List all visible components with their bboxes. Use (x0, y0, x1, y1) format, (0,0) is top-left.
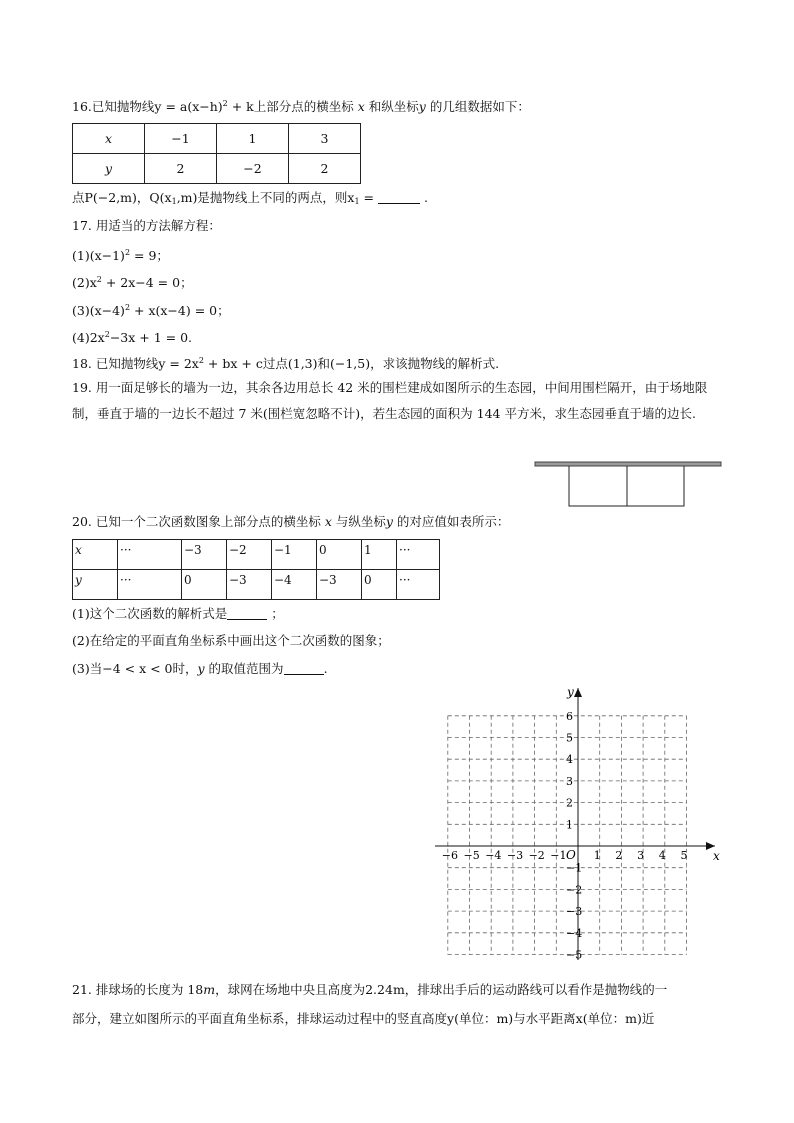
table-cell: 3 (289, 124, 361, 154)
answer-blank[interactable] (378, 191, 420, 204)
q17-item-1: $(1)(x-1)^2 = 9$； (72, 248, 169, 263)
y-tick-label: −5 (566, 948, 583, 962)
q21-line2: 部分，建立如图所示的平面直角坐标系，排球运动过程中的竖直高度y(单位：m)与水平距离x(单位：m)近 (72, 1011, 655, 1026)
y-tick-label: −3 (566, 905, 583, 919)
table-cell: ··· (118, 570, 182, 600)
q18-stem: 18. 已知抛物线$y = 2x^2$ + bx + c过点(1,3)和(−1,5)，求该抛物线的解析式. (72, 356, 500, 371)
q21-line1: 21. 排球场的长度为 18m，球网在场地中央且高度为2.24m，排球出手后的运动路线可以看作是抛物线的一 (72, 982, 668, 997)
table-cell: x (73, 540, 118, 570)
table-cell: −3 (227, 570, 272, 600)
y-axis-label: y (567, 685, 574, 699)
table-row (73, 154, 361, 184)
table-cell: 2 (289, 154, 361, 184)
x-axis-label: x (713, 849, 720, 863)
table-cell: −1 (272, 540, 317, 570)
y-tick-label: −2 (566, 883, 583, 897)
table-cell: y (73, 570, 118, 600)
table-cell: y (73, 154, 145, 184)
x-tick-label: 3 (637, 849, 645, 862)
x-tick-label: −6 (441, 849, 459, 862)
q20-sub3: (3)当−4 < x < 0时，y 的取值范围为 . (72, 661, 328, 676)
table-cell: x (73, 124, 145, 154)
y-tick-label: 2 (566, 796, 573, 810)
y-tick-labels (566, 710, 582, 962)
x-tick-label: 5 (680, 849, 688, 862)
q19-stem: 19. 用一面足够长的墙为一边，其余各边用总长 42 米的围栏建成如图所示的生态园，中间用围栏隔开，由于场地限制，垂直于墙的一边长不超过 7 米(围栏宽忽略不计)，若生态园的面积为 144 平方米，求生态园垂直于墙的边长. (72, 380, 708, 421)
y-tick-label: −4 (566, 926, 583, 940)
y-tick-label: 3 (566, 774, 573, 788)
q20-sub2: (2)在给定的平面直角坐标系中画出这个二次函数的图象； (72, 633, 390, 648)
y-axis-arrow (574, 688, 582, 697)
x-tick-label: −4 (485, 849, 502, 862)
coordinate-grid[interactable] (425, 682, 725, 972)
table-cell: −2 (227, 540, 272, 570)
q17-item-2: $(2)x^2 + 2x-4 = 0$； (72, 275, 193, 290)
grid-lines (448, 716, 687, 955)
answer-blank[interactable] (227, 607, 267, 620)
y-tick-label: 5 (566, 731, 573, 745)
table-cell: −3 (182, 540, 227, 570)
y-tick-label: 1 (566, 818, 573, 832)
answer-blank[interactable] (284, 662, 324, 675)
table-cell: −1 (145, 124, 217, 154)
q16-table (72, 123, 361, 184)
table-row (73, 124, 361, 154)
table-cell: ··· (118, 540, 182, 570)
q16-formula: $y = a(x-h)^2 + k$ (154, 99, 254, 114)
table-cell: 0 (317, 540, 362, 570)
q17-title: 17. 用适当的方法解方程： (72, 218, 221, 233)
y-tick-label: 4 (566, 753, 573, 767)
table-cell: −4 (272, 570, 317, 600)
table-cell: 2 (145, 154, 217, 184)
q20-stem: 20. 已知一个二次函数图象上部分点的横坐标 x 与纵坐标y 的对应值如表所示： (72, 514, 510, 529)
table-cell: −3 (317, 570, 362, 600)
table-cell: 1 (217, 124, 289, 154)
q17-item-4: $(4)2x^2-3x + 1 = 0$. (72, 330, 193, 345)
table-cell: ··· (397, 570, 440, 600)
x-tick-labels (442, 849, 688, 862)
table-row (73, 540, 440, 570)
x-tick-label: −3 (506, 849, 524, 862)
q17-item-3: $(3)(x-4)^2 + x(x-4) = 0$； (72, 303, 230, 318)
q19-garden-figure (534, 461, 722, 509)
y-tick-label: 6 (566, 709, 573, 723)
table-row (73, 570, 440, 600)
y-tick-label: −1 (566, 861, 583, 875)
x-tick-label: 2 (615, 849, 623, 862)
x-tick-label: −5 (463, 849, 480, 862)
table-cell: 0 (362, 570, 397, 600)
x-tick-label: −1 (550, 849, 567, 862)
q20-sub1: (1)这个二次函数的解析式是 ； (72, 606, 284, 621)
x-tick-label: 4 (658, 849, 666, 862)
table-cell: 1 (362, 540, 397, 570)
origin-label: O (566, 848, 576, 862)
q20-table (72, 539, 440, 600)
table-cell: 0 (182, 570, 227, 600)
wall (535, 462, 721, 466)
x-tick-label: −2 (528, 849, 545, 862)
table-cell: −2 (217, 154, 289, 184)
q16-tail: 点P(−2,m)，$Q(x_1,m)$是抛物线上不同的两点，则$x_1$ = . (72, 190, 428, 206)
table-cell: ··· (397, 540, 440, 570)
x-tick-label: 1 (593, 849, 601, 862)
q16-stem: 16.已知抛物线$y = a(x-h)^2 + k$上部分点的横坐标 x 和纵坐标y 的几组数据如下： (72, 99, 530, 114)
